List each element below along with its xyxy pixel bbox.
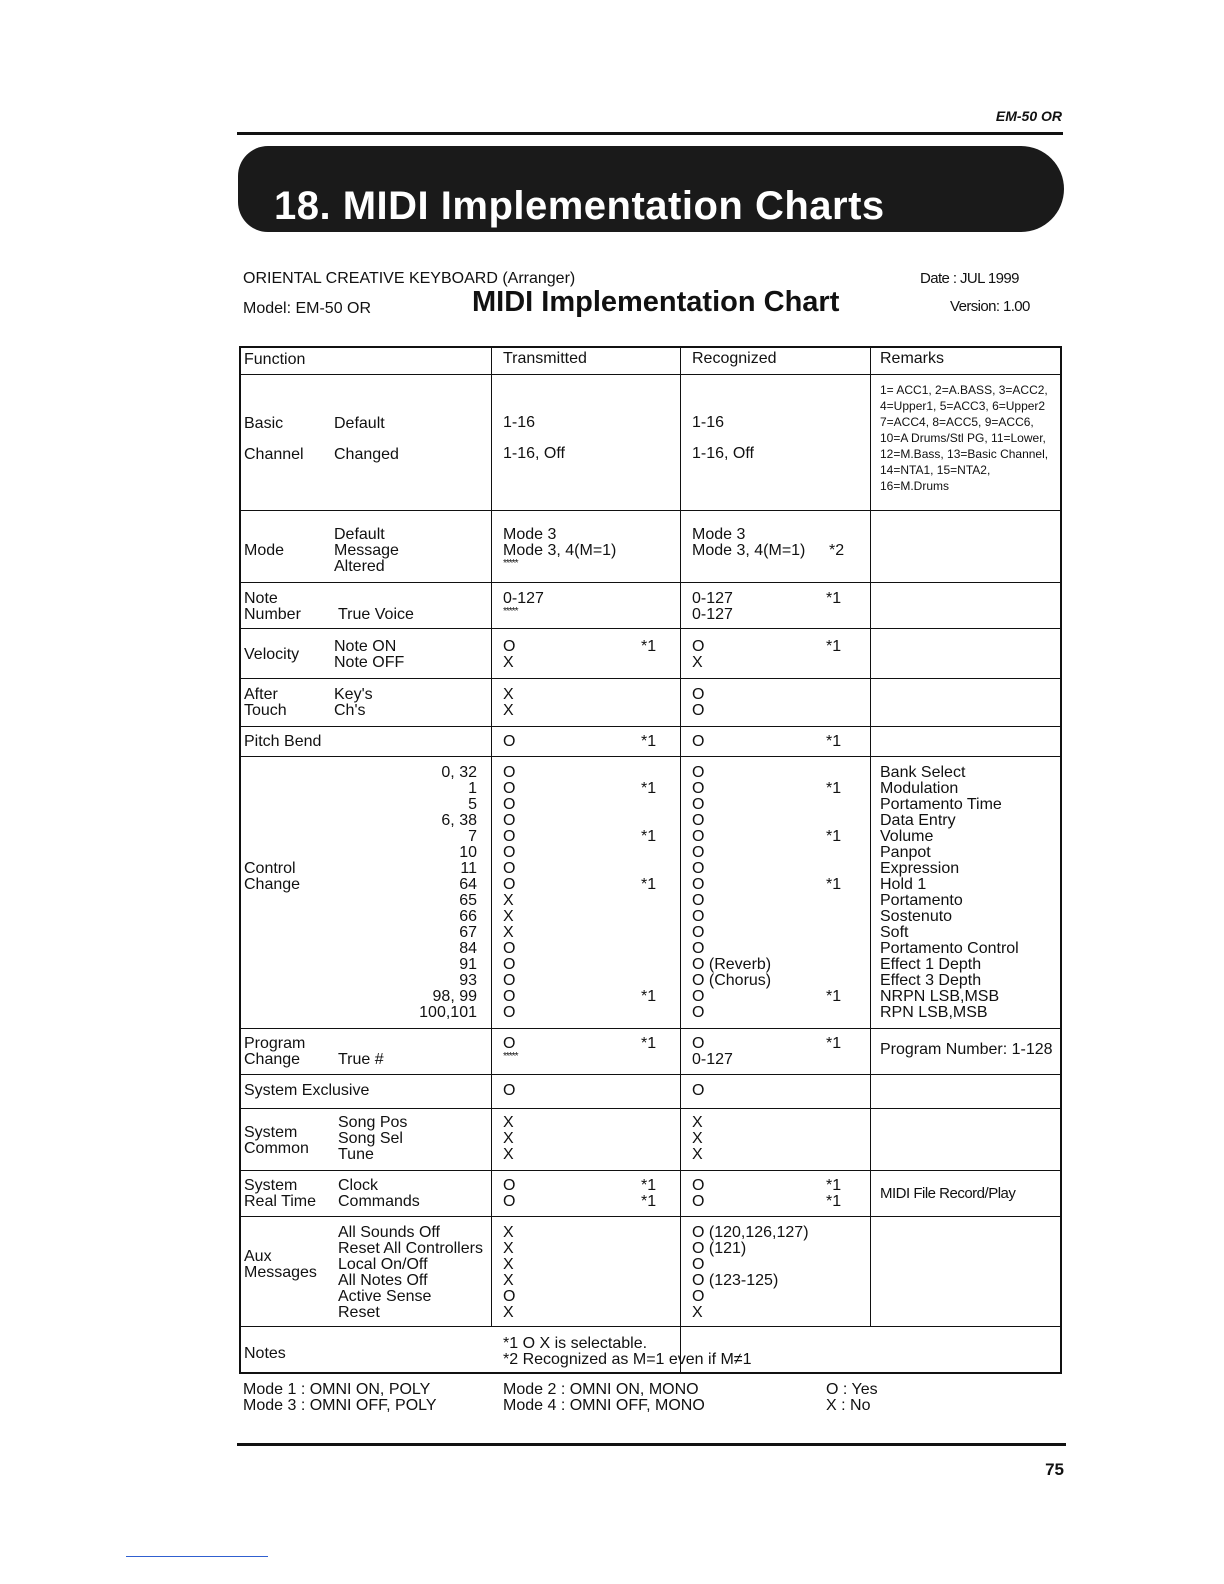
cc-number: 65: [459, 892, 477, 909]
notes-line-1: *1 O X is selectable.: [503, 1335, 648, 1352]
realtime-sub: Clock: [338, 1177, 379, 1194]
row-line: [241, 1028, 1060, 1029]
cc-number: 6, 38: [441, 812, 477, 829]
aux-tx: X: [503, 1304, 514, 1321]
section-title: 18. MIDI Implementation Charts: [274, 184, 885, 228]
header-model-tag: EM-50 OR: [995, 108, 1062, 124]
aux-tx: X: [503, 1272, 514, 1289]
pitchbend-tx: O: [503, 733, 516, 750]
program-rx-note: *1: [826, 1035, 842, 1052]
mode-tx: Mode 3, 4(M=1): [503, 542, 617, 559]
control-label: Control: [244, 860, 296, 877]
aux-rx: O (120,126,127): [692, 1224, 809, 1241]
header-remarks: Remarks: [880, 350, 945, 367]
cc-tx-note: *1: [641, 828, 657, 845]
cc-rx: O: [692, 940, 705, 957]
aux-tx: O: [503, 1288, 516, 1305]
cc-rx: O: [692, 860, 705, 877]
cc-rx: O: [692, 892, 705, 909]
cc-tx: O: [503, 780, 516, 797]
pitchbend-rx-note: *1: [826, 733, 842, 750]
basic-rx-changed: 1-16, Off: [692, 445, 754, 462]
cc-rx: O: [692, 844, 705, 861]
syscommon-common-label: Common: [244, 1140, 309, 1157]
basic-tx-default: 1-16: [503, 414, 536, 431]
cc-rx-note: *1: [826, 876, 842, 893]
cc-tx: O: [503, 988, 516, 1005]
realtime-rx-note: *1: [826, 1193, 842, 1210]
touch-label: Touch: [244, 702, 287, 719]
row-line: [241, 1216, 1060, 1217]
realtime-rx: O: [692, 1177, 705, 1194]
bottom-rule: [237, 1443, 1066, 1446]
cc-tx: O: [503, 828, 516, 845]
cc-tx: O: [503, 764, 516, 781]
realtime-rx-note: *1: [826, 1177, 842, 1194]
row-line: [241, 582, 1060, 583]
row-line: [241, 1108, 1060, 1109]
cc-remark: Portamento Control: [880, 940, 1019, 957]
basic-label: Basic: [244, 415, 284, 432]
note-rx-note: *1: [826, 590, 842, 607]
cc-remark: Volume: [880, 828, 934, 845]
aux-rx: O: [692, 1256, 705, 1273]
mode-tx: *****: [503, 558, 518, 569]
note-true-voice-label: True Voice: [338, 606, 414, 623]
cc-rx: O: [692, 812, 705, 829]
cc-remark: Effect 3 Depth: [880, 972, 982, 989]
sysex-tx: O: [503, 1082, 516, 1099]
basic-default-label: Default: [334, 415, 385, 432]
realtime-label: System: [244, 1177, 298, 1194]
program-label: Program: [244, 1035, 306, 1052]
mode-tx: Mode 3: [503, 526, 557, 543]
note-tx: 0-127: [503, 590, 544, 607]
realtime-rx: O: [692, 1193, 705, 1210]
aux-tx: X: [503, 1256, 514, 1273]
program-change-label: Change: [244, 1051, 301, 1068]
cc-rx: O: [692, 780, 705, 797]
legend-no: X : No: [826, 1397, 871, 1414]
cc-tx: O: [503, 940, 516, 957]
pitchbend-label: Pitch Bend: [244, 733, 322, 750]
aftertouch-sub: Key's: [334, 686, 373, 703]
page-number: 75: [1045, 1460, 1064, 1479]
sysex-label: System Exclusive: [244, 1082, 370, 1099]
mode-rx: Mode 3, 4(M=1): [692, 542, 806, 559]
cc-rx: O: [692, 876, 705, 893]
cc-number: 5: [468, 796, 477, 813]
mode-sub: Altered: [334, 558, 385, 575]
cc-number: 66: [459, 908, 477, 925]
cc-remark: Soft: [880, 924, 909, 941]
basic-changed-label: Changed: [334, 446, 399, 463]
basic-tx-changed: 1-16, Off: [503, 445, 565, 462]
row-line: [241, 1326, 1060, 1327]
basic-remarks-line: 1= ACC1, 2=A.BASS, 3=ACC2,: [880, 383, 1048, 397]
cc-number: 7: [468, 828, 477, 845]
pitchbend-tx-note: *1: [641, 733, 657, 750]
aux-tx: X: [503, 1224, 514, 1241]
cc-remark: Bank Select: [880, 764, 966, 781]
syscommon-rx: X: [692, 1114, 703, 1131]
cc-rx: O: [692, 908, 705, 925]
program-true-label: True #: [338, 1051, 384, 1068]
midi-implementation-table: [239, 346, 1062, 1374]
col-line-transmitted: [680, 348, 681, 1374]
chart-version: Version: 1.00: [950, 298, 1030, 315]
cc-rx-note: *1: [826, 780, 842, 797]
cc-rx: O (Reverb): [692, 956, 772, 973]
legend-mode-1: Mode 1 : OMNI ON, POLY: [243, 1381, 431, 1398]
aux-sub: Reset: [338, 1304, 380, 1321]
note-rx: 0-127: [692, 590, 733, 607]
aux-rx: X: [692, 1304, 703, 1321]
cc-tx: X: [503, 924, 514, 941]
aux-sub: Active Sense: [338, 1288, 432, 1305]
after-label: After: [244, 686, 278, 703]
program-rx: 0-127: [692, 1051, 733, 1068]
cc-remark: Modulation: [880, 780, 959, 797]
legend-mode-3: Mode 3 : OMNI OFF, POLY: [243, 1397, 437, 1414]
cc-rx-note: *1: [826, 988, 842, 1005]
aux-tx: X: [503, 1240, 514, 1257]
header-function: Function: [244, 351, 306, 368]
syscommon-tx: X: [503, 1130, 514, 1147]
note-tx: *****: [503, 606, 518, 617]
col-line-function: [491, 348, 492, 1326]
velocity-label: Velocity: [244, 646, 300, 663]
cc-tx: O: [503, 796, 516, 813]
chart-title: MIDI Implementation Chart: [472, 286, 840, 318]
syscommon-label: System: [244, 1124, 298, 1141]
syscommon-sub: Tune: [338, 1146, 374, 1163]
aftertouch-rx: O: [692, 702, 705, 719]
velocity-rx-note: *1: [826, 638, 842, 655]
aux-rx: O: [692, 1288, 705, 1305]
cc-tx: O: [503, 1004, 516, 1021]
cc-remark: NRPN LSB,MSB: [880, 988, 1000, 1005]
notes-line-2: *2 Recognized as M=1 even if M≠1: [503, 1351, 752, 1368]
basic-remarks-line: 16=M.Drums: [880, 479, 950, 493]
aux-sub: All Sounds Off: [338, 1224, 440, 1241]
cc-remark: RPN LSB,MSB: [880, 1004, 988, 1021]
basic-remarks-line: 12=M.Bass, 13=Basic Channel,: [880, 447, 1049, 461]
program-tx-note: *1: [641, 1035, 657, 1052]
program-rx: O: [692, 1035, 705, 1052]
cc-rx: O: [692, 924, 705, 941]
realtime-realtime-label: Real Time: [244, 1193, 317, 1210]
cc-rx-note: *1: [826, 828, 842, 845]
mode-rx: Mode 3: [692, 526, 746, 543]
pitchbend-rx: O: [692, 733, 705, 750]
top-rule: [237, 132, 1063, 135]
cc-number: 1: [468, 780, 477, 797]
cc-tx-note: *1: [641, 988, 657, 1005]
basic-remarks-line: 14=NTA1, 15=NTA2,: [880, 463, 991, 477]
mode-sub: Default: [334, 526, 385, 543]
syscommon-tx: X: [503, 1114, 514, 1131]
realtime-remarks: MIDI File Record/Play: [880, 1185, 1016, 1202]
cc-tx: O: [503, 812, 516, 829]
cc-tx: X: [503, 908, 514, 925]
header-recognized: Recognized: [692, 350, 777, 367]
cc-remark: Portamento: [880, 892, 963, 909]
note-rx: 0-127: [692, 606, 733, 623]
mode-label: Mode: [244, 542, 285, 559]
cc-number: 93: [459, 972, 477, 989]
cc-number: 84: [459, 940, 477, 957]
cc-tx: O: [503, 972, 516, 989]
cc-tx: X: [503, 892, 514, 909]
velocity-rx: X: [692, 654, 703, 671]
velocity-rx: O: [692, 638, 705, 655]
syscommon-rx: X: [692, 1130, 703, 1147]
aux-rx: O (123-125): [692, 1272, 779, 1289]
aftertouch-tx: X: [503, 686, 514, 703]
cc-remark: Panpot: [880, 844, 931, 861]
realtime-tx-note: *1: [641, 1193, 657, 1210]
velocity-sub: Note OFF: [334, 654, 405, 671]
cc-number: 91: [459, 956, 477, 973]
aux-messages-label: Messages: [244, 1264, 317, 1281]
footer-link-underline: [126, 1556, 268, 1557]
row-line: [241, 628, 1060, 629]
row-line: [241, 726, 1060, 727]
cc-number: 98, 99: [432, 988, 477, 1005]
cc-number: 10: [459, 844, 477, 861]
syscommon-tx: X: [503, 1146, 514, 1163]
row-line: [241, 374, 1060, 375]
aux-rx: O (121): [692, 1240, 747, 1257]
mode-rx-note: *2: [829, 542, 845, 559]
aux-sub: Local On/Off: [338, 1256, 428, 1273]
cc-number: 11: [460, 860, 477, 877]
velocity-tx: O: [503, 638, 516, 655]
realtime-sub: Commands: [338, 1193, 420, 1210]
realtime-tx: O: [503, 1193, 516, 1210]
row-line: [241, 678, 1060, 679]
change-label: Change: [244, 876, 301, 893]
cc-remark: Expression: [880, 860, 960, 877]
cc-remark: Effect 1 Depth: [880, 956, 982, 973]
chart-date: Date : JUL 1999: [920, 270, 1019, 287]
cc-number: 67: [459, 924, 477, 941]
cc-number: 64: [459, 876, 477, 893]
aftertouch-tx: X: [503, 702, 514, 719]
legend-mode-4: Mode 4 : OMNI OFF, MONO: [503, 1397, 705, 1414]
legend-yes: O : Yes: [826, 1381, 878, 1398]
aux-label: Aux: [244, 1248, 272, 1265]
cc-rx: O: [692, 828, 705, 845]
cc-rx: O: [692, 1004, 705, 1021]
syscommon-sub: Song Sel: [338, 1130, 403, 1147]
syscommon-sub: Song Pos: [338, 1114, 408, 1131]
cc-tx: O: [503, 876, 516, 893]
velocity-tx: X: [503, 654, 514, 671]
row-line: [241, 1170, 1060, 1171]
cc-rx: O: [692, 764, 705, 781]
realtime-tx-note: *1: [641, 1177, 657, 1194]
notes-label: Notes: [244, 1345, 286, 1362]
cc-remark: Data Entry: [880, 812, 956, 829]
cc-tx: O: [503, 860, 516, 877]
basic-remarks-line: 4=Upper1, 5=ACC3, 6=Upper2: [880, 399, 1046, 413]
product-name: ORIENTAL CREATIVE KEYBOARD (Arranger): [243, 270, 576, 287]
number-label: Number: [244, 606, 301, 623]
cc-tx-note: *1: [641, 780, 657, 797]
syscommon-rx: X: [692, 1146, 703, 1163]
sysex-rx: O: [692, 1082, 705, 1099]
row-line: [241, 756, 1060, 757]
aftertouch-rx: O: [692, 686, 705, 703]
cc-tx-note: *1: [641, 876, 657, 893]
section-banner: [238, 146, 1064, 232]
cc-rx: O (Chorus): [692, 972, 772, 989]
cc-remark: Sostenuto: [880, 908, 953, 925]
velocity-sub: Note ON: [334, 638, 397, 655]
model-name: Model: EM-50 OR: [243, 300, 372, 317]
cc-tx: O: [503, 844, 516, 861]
row-line: [241, 510, 1060, 511]
mode-sub: Message: [334, 542, 399, 559]
cc-remark: Hold 1: [880, 876, 927, 893]
header-transmitted: Transmitted: [503, 350, 587, 367]
legend-mode-2: Mode 2 : OMNI ON, MONO: [503, 1381, 699, 1398]
aux-sub: Reset All Controllers: [338, 1240, 483, 1257]
realtime-tx: O: [503, 1177, 516, 1194]
basic-rx-default: 1-16: [692, 414, 725, 431]
program-remarks: Program Number: 1-128: [880, 1041, 1053, 1058]
cc-rx: O: [692, 988, 705, 1005]
program-tx: O: [503, 1035, 516, 1052]
col-line-recognized: [870, 348, 871, 1326]
velocity-tx-note: *1: [641, 638, 657, 655]
cc-tx: O: [503, 956, 516, 973]
channel-label: Channel: [244, 446, 304, 463]
cc-number: 0, 32: [441, 764, 477, 781]
cc-remark: Portamento Time: [880, 796, 1002, 813]
cc-number: 100,101: [419, 1004, 477, 1021]
program-tx: *****: [503, 1051, 518, 1062]
note-label: Note: [244, 590, 278, 607]
aux-sub: All Notes Off: [338, 1272, 428, 1289]
cc-rx: O: [692, 796, 705, 813]
aftertouch-sub: Ch's: [334, 702, 366, 719]
basic-remarks-line: 10=A Drums/Stl PG, 11=Lower,: [880, 431, 1046, 445]
row-line: [241, 1074, 1060, 1075]
basic-remarks-line: 7=ACC4, 8=ACC5, 9=ACC6,: [880, 415, 1034, 429]
